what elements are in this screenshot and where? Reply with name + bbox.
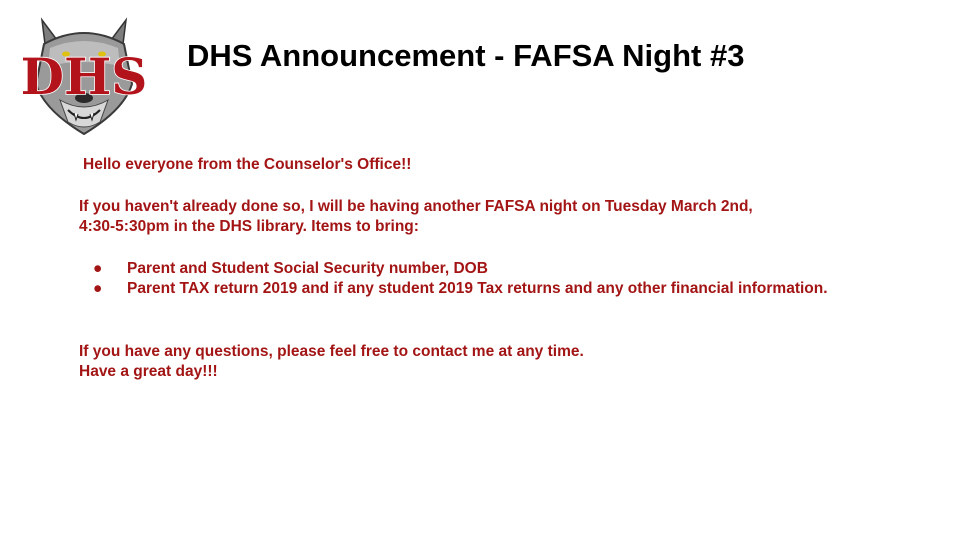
- greeting-line: Hello everyone from the Counselor's Office!!: [83, 156, 412, 173]
- wolf-mascot-icon: [20, 14, 148, 138]
- bullet-icon: ●: [93, 259, 103, 277]
- items-list: [79, 259, 869, 300]
- intro-line-1: If you haven't already done so, I will be having another FAFSA night on Tuesday March 2nd,: [79, 197, 753, 215]
- closing-line-1: If you have any questions, please feel free to contact me at any time.: [79, 342, 584, 360]
- announcement-body: [79, 155, 869, 383]
- bullet-icon: ●: [93, 280, 103, 297]
- logo-text: DHS: [20, 47, 148, 106]
- list-item: [79, 259, 869, 280]
- slide-title: DHS Announcement - FAFSA Night #3: [187, 38, 745, 73]
- list-item-text: Parent TAX return 2019 and if any student 2019 Tax returns and any other financial information.: [127, 280, 828, 297]
- closing-line-2: Have a great day!!!: [79, 363, 218, 380]
- intro-line-2: 4:30-5:30pm in the DHS library. Items to bring:: [79, 218, 419, 235]
- list-item: [79, 279, 869, 300]
- list-item-text: Parent and Student Social Security number, DOB: [127, 259, 488, 277]
